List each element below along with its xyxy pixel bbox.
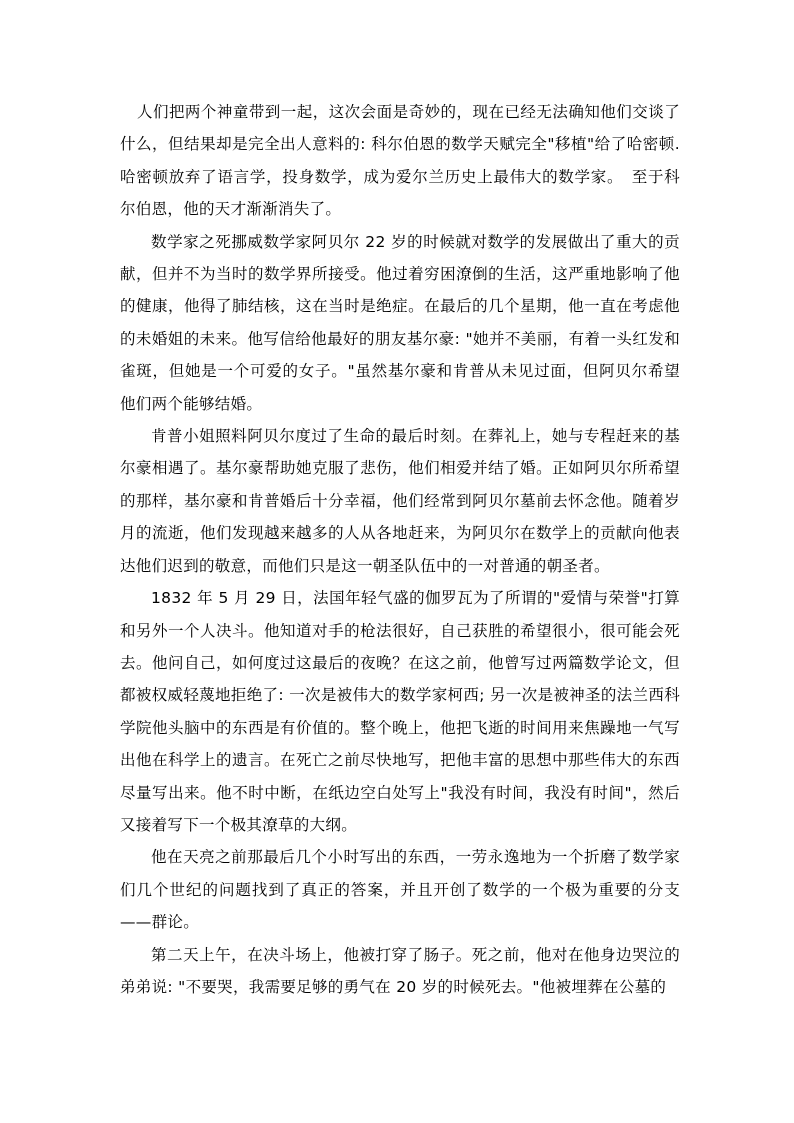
paragraph: 数学家之死挪威数学家阿贝尔 22 岁的时候就对数学的发展做出了重大的贡献，但并不为当时的数学界所接受。他过着穷困潦倒的生活，这严重地影响了他的健康，他得了肺结核，这在当时是绝症。在最后的几个星期，他一直在考虑他的未婚姐的未来。他写信给他最好的朋友基尔豪: "她并不美丽，有着一头红发和雀斑，但她是一个可爱的女子。"虽然基尔豪和肯普从未见过面，但阿贝尔希望他们两个能够结婚。 [120,232,680,413]
paragraph: 肯普小姐照料阿贝尔度过了生命的最后时刻。在葬礼上，她与专程赶来的基尔豪相遇了。基尔豪帮助她克服了悲伤，他们相爱并结了婚。正如阿贝尔所希望的那样，基尔豪和肯普婚后十分幸福，他们经常到阿贝尔墓前去怀念他。随着岁月的流逝，他们发现越来越多的人从各地赶来，为阿贝尔在数学上的贡献向他表达他们迟到的敬意，而他们只是这一朝圣队伍中的一对普通的朝圣者。 [120,427,680,575]
paragraph: 1832 年 5 月 29 日，法国年轻气盛的伽罗瓦为了所谓的"爱情与荣誉"打算和另外一个人决斗。他知道对手的枪法很好，自己获胜的希望很小，很可能会死去。他问自己，如何度过这最后的夜晚？在这之前，他曾写过两篇数学论文，但都被权威轻蔑地拒绝了: 一次是被伟大的数学家柯西; 另一次是被神圣的法兰西科学院他头脑中的东西是有价值的。整个晚上，他把飞逝的时间用来焦躁地一气写出他在科学上的遗言。在死亡之前尽快地写，把他丰富的思想中那些伟大的东西尽量写出来。他不时中断，在纸边空白处写上"我没有时间，我没有时间"，然后又接着写下一个极其潦草的大纲。 [120,589,680,834]
paragraph: 他在天亮之前那最后几个小时写出的东西，一劳永逸地为一个折磨了数学家们几个世纪的问题找到了真正的答案，并且开创了数学的一个极为重要的分支——群论。 [120,848,680,932]
paragraph: 第二天上午，在决斗场上，他被打穿了肠子。死之前，他对在他身边哭泣的弟弟说: "不要哭，我需要足够的勇气在 20 岁的时候死去。"他被埋葬在公墓的 [120,945,680,996]
paragraph: 人们把两个神童带到一起，这次会面是奇妙的，现在已经无法确知他们交谈了什么，但结果却是完全出人意料的: 科尔伯恩的数学天赋完全"移植"给了哈密顿. 哈密顿放弃了语言学，投身数学，成为爱尔兰历史上最伟大的数学家。 至于科尔伯恩，他的天才渐渐消失了。 [120,103,680,219]
document-body [120,96,680,1003]
